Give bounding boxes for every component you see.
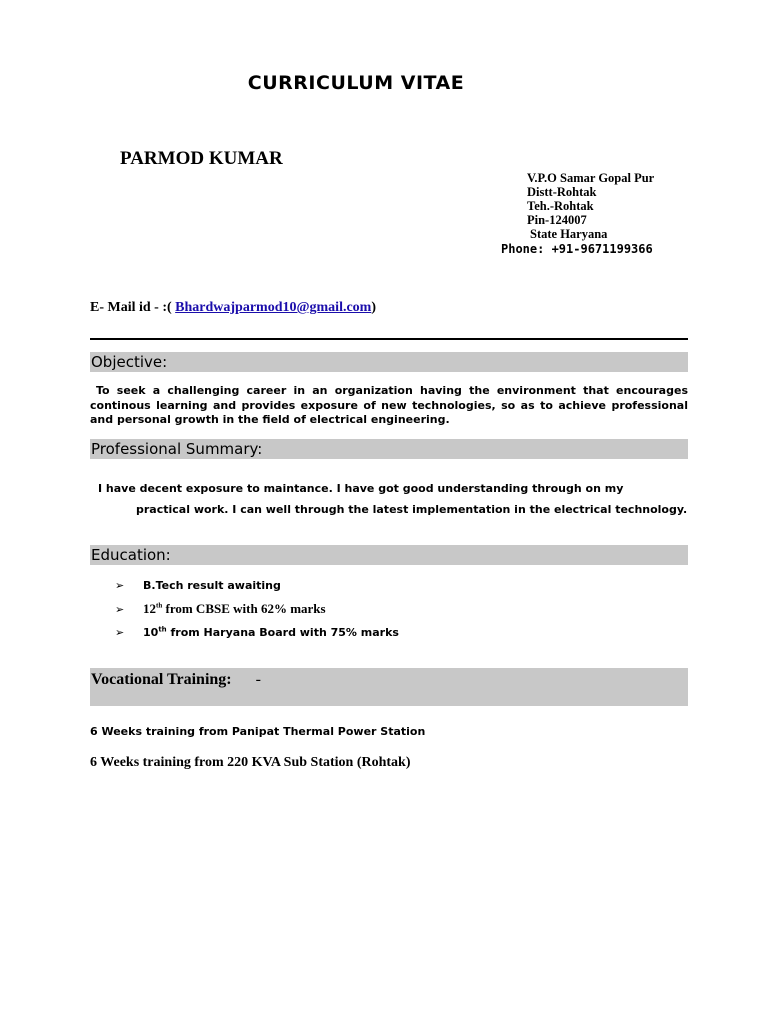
email-link[interactable]: Bhardwajparmod10@gmail.com	[175, 300, 372, 315]
bullet-arrow-icon: ➢	[115, 626, 125, 639]
divider-line	[90, 338, 688, 340]
address-line-3: Teh.-Rohtak	[527, 199, 594, 213]
professional-summary-heading: Professional Summary:	[90, 439, 688, 459]
address-line-2: Distt-Rohtak	[527, 185, 597, 199]
education-item-text: from CBSE with 62% marks	[162, 601, 326, 616]
education-item	[115, 579, 281, 592]
candidate-name: PARMOD KUMAR	[120, 148, 283, 169]
address-line-5: State Haryana	[530, 227, 608, 241]
objective-text: To seek a challenging career in an organization having the environment that encourages continous learning and provides exposure of new technologies, so as to achieve professional and personal growth in the field of electrical engineering.	[90, 384, 688, 426]
bullet-arrow-icon: ➢	[115, 603, 125, 616]
summary-line-2: practical work. I can well through the latest implementation in the electrical technology.	[136, 503, 688, 516]
education-item	[115, 626, 399, 639]
education-item-sup: th	[156, 601, 163, 610]
bullet-arrow-icon: ➢	[115, 579, 125, 592]
education-item-num: 10	[143, 626, 159, 639]
vocational-training-heading	[90, 668, 688, 706]
education-heading: Education:	[90, 545, 688, 565]
document-title: CURRICULUM VITAE	[247, 72, 465, 94]
phone-number: Phone: +91-9671199366	[501, 242, 653, 256]
address-line-1: V.P.O Samar Gopal Pur	[527, 171, 655, 185]
education-item-text: B.Tech result awaiting	[143, 579, 281, 592]
training-item-2: 6 Weeks training from 220 KVA Sub Station (Rohtak)	[90, 755, 411, 770]
education-item-num: 12	[143, 601, 156, 616]
education-item-sup: th	[158, 625, 167, 634]
vocational-dash: -	[255, 671, 261, 688]
education-item	[115, 601, 326, 617]
email-prefix: E- Mail id - :(	[90, 300, 172, 315]
address-line-4: Pin-124007	[527, 213, 587, 227]
email-line	[90, 300, 376, 316]
training-item-1: 6 Weeks training from Panipat Thermal Power Station	[90, 725, 426, 738]
email-suffix: )	[371, 300, 377, 315]
summary-line-1: I have decent exposure to maintance. I have got good understanding through on my	[98, 482, 624, 495]
vocational-heading-text: Vocational Training:	[91, 671, 232, 688]
objective-heading: Objective:	[90, 352, 688, 372]
professional-summary-text	[98, 478, 688, 520]
education-item-text: from Haryana Board with 75% marks	[166, 626, 399, 639]
